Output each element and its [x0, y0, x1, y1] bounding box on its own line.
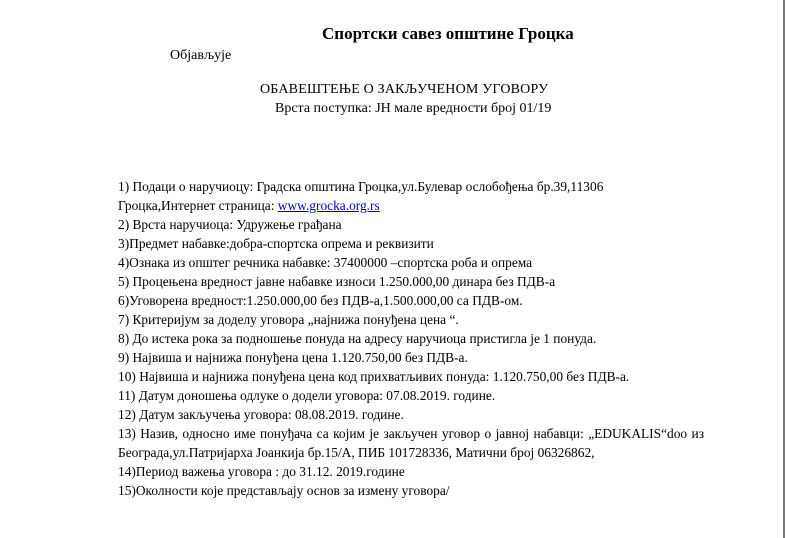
item-8: 8) До истека рока за подношење понуда на адресу наручиоца пристигла је 1 понуда. [118, 331, 597, 346]
item-contracting-authority [118, 177, 704, 215]
document-title: Спортски савез општине Гроцка [322, 24, 574, 43]
announce-label: Објављује [170, 48, 232, 63]
notice-items [118, 177, 704, 500]
item-2: 2) Врста наручиоца: Удружење грађана [118, 217, 342, 232]
item-5: 5) Процењена вредност јавне набавке износи 1.250.000,00 динара без ПДВ-а [118, 274, 556, 289]
item-3: 3)Предмет набавке:добра-спортска опрема и реквизити [118, 236, 434, 251]
item-11: 11) Датум доношења одлуке о додели уговора: 07.08.2019. године. [118, 388, 496, 403]
item-4: 4)Ознака из општег речника набавке: 37400000 –спортска роба и опрема [118, 255, 533, 270]
item-14: 14)Период важења уговора : до 31.12. 2019.године [118, 464, 405, 479]
item-10: 10) Највиша и најнижа понуђена цена код прихватљивих понуда: 1.120.750,00 без ПДВ-а. [118, 369, 630, 384]
website-link[interactable]: www.grocka.org.rs [277, 198, 380, 213]
item-12: 12) Датум закључења уговора: 08.08.2019. године. [118, 407, 404, 422]
item-15: 15)Околности које представљају основ за измену уговора/ [118, 483, 450, 498]
item-6: 6)Уговорена вредност:1.250.000,00 без ПДВ-а,1.500.000,00 са ПДВ-ом. [118, 293, 523, 308]
item-7: 7) Критеријум за доделу уговора „најнижа понуђена цена “. [118, 312, 459, 327]
procedure-type: Врста поступка: ЈН мале вредности број 01/19 [275, 101, 552, 116]
item-13: 13) Назив, односно име понуђача са којим је закључен уговор о јавној набавци: „EDUKALIS“doo из Београда,ул.Патријарха Јоанкија бр.15/А, ПИБ 101728336, Матични број 06326862, [118, 426, 704, 460]
item-1-text: 1) Подаци о наручиоцу: Градска општина Гроцка,ул.Булевар ослобођења бр.39,11306 Гроцка,Интернет страница: [118, 179, 604, 213]
notice-heading: ОБАВЕШТЕЊЕ О ЗАКЉУЧЕНОМ УГОВОРУ [260, 82, 549, 97]
item-9: 9) Највиша и најнижа понуђена цена 1.120.750,00 без ПДВ-а. [118, 350, 468, 365]
